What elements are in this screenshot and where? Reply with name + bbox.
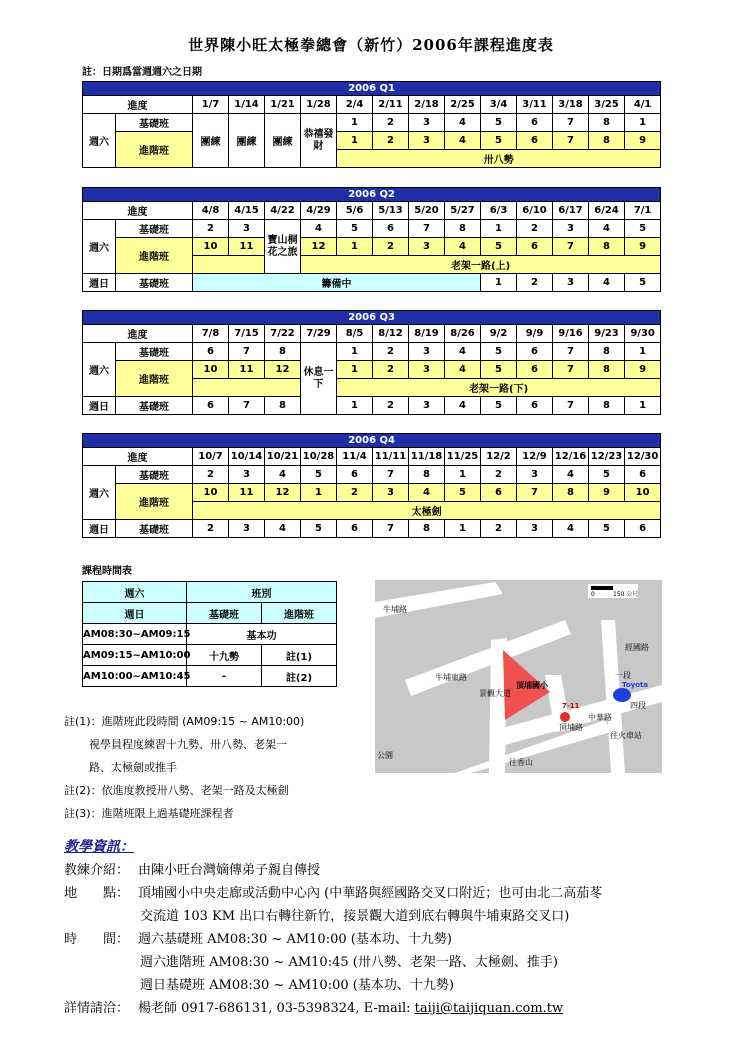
q2-adv-row (83, 238, 661, 256)
break-cell: 團練 (193, 114, 229, 168)
progress-cell: 7 (553, 238, 589, 256)
class-type-label: 班別 (187, 582, 337, 603)
progress-cell: 1 (625, 343, 661, 361)
progress-cell: 4 (445, 238, 481, 256)
progress-cell: 2 (193, 466, 229, 484)
q3-sun-row (83, 397, 661, 415)
note-1-text: 視學員程度練習十九勢、卅八勢、老架一 (89, 738, 287, 751)
adv-form-cell: 太極劍 (193, 502, 661, 520)
progress-cell: 3 (229, 220, 265, 238)
date-cell: 4/29 (301, 202, 337, 220)
progress-cell: 6 (193, 343, 229, 361)
progress-cell: 6 (517, 132, 553, 150)
place-text: 頂埔國小中央走廊或活動中心內 (中華路與經國路交叉口附近；也可由北二高茄苳 (138, 886, 603, 901)
date-cell: 1/28 (301, 96, 337, 114)
class-content-cell: 基本功 (187, 624, 337, 645)
date-cell: 6/10 (517, 202, 553, 220)
progress-cell: 4 (265, 466, 301, 484)
progress-cell: 7 (373, 520, 409, 538)
progress-cell: 9 (625, 361, 661, 379)
progress-cell: 5 (481, 132, 517, 150)
date-cell: 1/14 (229, 96, 265, 114)
adv-form-cell: 卅八勢 (337, 150, 661, 168)
progress-cell: 1 (337, 361, 373, 379)
progress-cell: 6 (193, 397, 229, 415)
progress-cell: 3 (229, 520, 265, 538)
progress-cell: 4 (589, 220, 625, 238)
saturday-label: 週六 (83, 582, 187, 603)
progress-cell: 5 (481, 361, 517, 379)
q2-date-row (83, 202, 661, 220)
class-content-cell: 十九勢 (187, 645, 262, 666)
note-1-label: 註(1)： (64, 715, 102, 728)
progress-cell: 6 (337, 466, 373, 484)
saturday-label: 週六 (83, 343, 116, 397)
progress-cell: 7 (553, 343, 589, 361)
progress-cell: 3 (229, 466, 265, 484)
q2-table (82, 187, 661, 292)
schedule-row (83, 624, 337, 645)
progress-cell: 1 (445, 520, 481, 538)
progress-cell: 12 (265, 484, 301, 502)
map-label: 150 公尺 (613, 591, 639, 598)
trip-cell: 寶山桐花之旅 (265, 220, 301, 274)
progress-cell: 7 (373, 466, 409, 484)
date-cell: 6/3 (481, 202, 517, 220)
date-cell: 1/21 (265, 96, 301, 114)
progress-label: 進度 (83, 202, 193, 220)
date-cell: 7/1 (625, 202, 661, 220)
progress-cell: 4 (445, 343, 481, 361)
date-cell: 9/16 (553, 325, 589, 343)
scale-bar (591, 586, 613, 590)
date-cell: 4/8 (193, 202, 229, 220)
date-cell: 2/25 (445, 96, 481, 114)
date-cell: 12/16 (553, 448, 589, 466)
progress-cell: 11 (229, 361, 265, 379)
date-cell: 7/29 (301, 325, 337, 343)
advanced-class-label: 進階班 (116, 484, 193, 520)
progress-cell: 1 (337, 343, 373, 361)
date-note: 註：日期爲當週週六之日期 (82, 67, 202, 78)
progress-cell: 1 (625, 114, 661, 132)
progress-cell: 2 (373, 114, 409, 132)
time-cell: AM10:00~AM10:45 (83, 666, 187, 687)
progress-cell: 2 (517, 274, 553, 292)
note-3: 註(3)：進階班限上過基礎班課程者 (64, 807, 234, 820)
date-cell: 2/11 (373, 96, 409, 114)
q2-basic-row (83, 220, 661, 238)
saturday-label: 週六 (83, 220, 116, 274)
date-cell: 10/21 (265, 448, 301, 466)
date-cell: 8/26 (445, 325, 481, 343)
date-cell: 5/13 (373, 202, 409, 220)
progress-cell: 4 (265, 520, 301, 538)
progress-cell: 1 (337, 238, 373, 256)
location-map (375, 580, 662, 773)
teaching-info (64, 836, 734, 1020)
map-label: 7-11 (562, 702, 580, 710)
progress-cell: 8 (409, 520, 445, 538)
progress-cell: 10 (193, 361, 229, 379)
advanced-class-label: 進階班 (262, 603, 337, 624)
progress-cell: 5 (625, 274, 661, 292)
schedule-row (83, 645, 337, 666)
time-cell: AM08:30~AM09:15 (83, 624, 187, 645)
empty-cell (193, 379, 301, 397)
progress-cell: 10 (193, 484, 229, 502)
note-2: 註(2)：依進度教授卅八勢、老架一路及太極劍 (64, 784, 289, 797)
map-label: 往火車站 (610, 731, 642, 740)
sunday-label: 週日 (83, 397, 116, 415)
progress-cell: 4 (301, 220, 337, 238)
progress-cell: 1 (445, 466, 481, 484)
date-cell: 12/23 (589, 448, 625, 466)
date-cell: 9/9 (517, 325, 553, 343)
q1-adv-row (83, 132, 661, 150)
q3-date-row (83, 325, 661, 343)
progress-cell: 4 (553, 466, 589, 484)
q3-basic-row (83, 343, 661, 361)
progress-cell: 3 (553, 274, 589, 292)
map-label: 牛埔路 (383, 605, 407, 614)
progress-cell: 2 (373, 238, 409, 256)
progress-cell: 2 (481, 520, 517, 538)
q4-basic-row (83, 466, 661, 484)
progress-cell: 1 (337, 114, 373, 132)
date-cell: 10/28 (301, 448, 337, 466)
date-cell: 12/9 (517, 448, 553, 466)
progress-cell: 3 (373, 484, 409, 502)
date-cell: 1/7 (193, 96, 229, 114)
date-cell: 3/18 (553, 96, 589, 114)
sunday-label: 週日 (83, 520, 116, 538)
progress-cell: 8 (589, 238, 625, 256)
place-text: 交流道 103 KM 出口右轉往新竹，接景觀大道到底右轉與牛埔東路交叉口) (140, 909, 570, 924)
progress-cell: 12 (265, 361, 301, 379)
progress-cell: 3 (409, 114, 445, 132)
progress-cell: 5 (337, 220, 373, 238)
map-label: Toyota (622, 681, 649, 689)
time-text: 週六基礎班 AM08:30 ~ AM10:00 (基本功、十九勢) (138, 932, 452, 947)
progress-cell: 1 (337, 397, 373, 415)
progress-cell: 7 (517, 484, 553, 502)
advanced-class-label: 進階班 (116, 238, 193, 274)
progress-cell: 2 (517, 220, 553, 238)
date-cell: 9/2 (481, 325, 517, 343)
progress-cell: 4 (445, 397, 481, 415)
break-cell: 團練 (229, 114, 265, 168)
basic-class-label: 基礎班 (116, 343, 193, 361)
page-title: 世界陳小旺太極拳總會（新竹）2006年課程進度表 (188, 36, 554, 54)
date-cell: 4/1 (625, 96, 661, 114)
date-cell: 11/11 (373, 448, 409, 466)
progress-cell: 3 (409, 132, 445, 150)
sunday-label: 週日 (83, 274, 116, 292)
basic-class-label: 基礎班 (116, 114, 193, 132)
date-cell: 12/30 (625, 448, 661, 466)
date-cell: 9/30 (625, 325, 661, 343)
progress-cell: 12 (301, 238, 337, 256)
progress-cell: 10 (193, 238, 229, 256)
date-cell: 11/25 (445, 448, 481, 466)
progress-cell: 8 (553, 484, 589, 502)
progress-cell: 1 (625, 397, 661, 415)
q1-date-row (83, 96, 661, 114)
progress-cell: 8 (589, 361, 625, 379)
progress-cell: 4 (553, 520, 589, 538)
map-label: 經國路 (625, 643, 649, 652)
progress-cell: 6 (517, 114, 553, 132)
progress-cell: 5 (301, 520, 337, 538)
progress-cell: 7 (553, 361, 589, 379)
adv-form-cell: 老架一路(上) (301, 256, 661, 274)
basic-class-label: 基礎班 (116, 520, 193, 538)
class-content-cell: 註(1) (262, 645, 337, 666)
progress-cell: 5 (589, 466, 625, 484)
progress-cell: 7 (409, 220, 445, 238)
progress-label: 進度 (83, 96, 193, 114)
advanced-class-label: 進階班 (116, 132, 193, 168)
progress-cell: 1 (481, 274, 517, 292)
class-content-cell: - (187, 666, 262, 687)
email-link[interactable]: taiji@taijiquan.com.tw (414, 1001, 564, 1016)
progress-cell: 8 (265, 343, 301, 361)
date-cell: 10/7 (193, 448, 229, 466)
cny-cell: 恭禧發財 (301, 114, 337, 168)
saturday-label: 週六 (83, 114, 116, 168)
progress-cell: 2 (373, 343, 409, 361)
time-text: 週六進階班 AM08:30 ~ AM10:45 (卅八勢、老架一路、太極劍、推手) (140, 955, 558, 970)
date-cell: 10/14 (229, 448, 265, 466)
progress-label: 進度 (83, 325, 193, 343)
q4-table (82, 433, 661, 538)
date-cell: 9/23 (589, 325, 625, 343)
adv-form-cell: 老架一路(下) (337, 379, 661, 397)
date-cell: 7/22 (265, 325, 301, 343)
q4-adv-row (83, 484, 661, 502)
progress-cell: 1 (337, 132, 373, 150)
date-cell: 8/19 (409, 325, 445, 343)
time-label: 時 間： (64, 932, 130, 947)
q3-adv-row (83, 361, 661, 379)
progress-cell: 3 (517, 466, 553, 484)
progress-cell: 8 (265, 397, 301, 415)
map-label: 中華路 (588, 713, 612, 722)
date-cell: 6/17 (553, 202, 589, 220)
progress-cell: 4 (445, 361, 481, 379)
progress-cell: 6 (517, 361, 553, 379)
progress-cell: 11 (229, 484, 265, 502)
progress-cell: 8 (409, 466, 445, 484)
store-marker (560, 712, 570, 722)
empty-cell (193, 256, 265, 274)
coach-label: 教練介紹： (64, 863, 130, 878)
progress-cell: 6 (337, 520, 373, 538)
place-label: 地 點： (64, 886, 130, 901)
basic-class-label: 基礎班 (116, 220, 193, 238)
progress-cell: 5 (625, 220, 661, 238)
contact-label: 詳情請洽： (64, 1001, 130, 1016)
progress-cell: 6 (625, 520, 661, 538)
date-cell: 7/15 (229, 325, 265, 343)
basic-class-label: 基礎班 (116, 274, 193, 292)
progress-cell: 3 (409, 343, 445, 361)
break-cell: 團練 (265, 114, 301, 168)
progress-cell: 2 (481, 466, 517, 484)
date-cell: 12/2 (481, 448, 517, 466)
progress-cell: 5 (481, 238, 517, 256)
progress-cell: 1 (481, 220, 517, 238)
progress-cell: 6 (373, 220, 409, 238)
date-cell: 4/15 (229, 202, 265, 220)
map-label: 牛埔東路 (435, 673, 467, 682)
map-label: 公園 (377, 751, 393, 760)
date-cell: 2/4 (337, 96, 373, 114)
progress-cell: 2 (337, 484, 373, 502)
progress-cell: 3 (409, 238, 445, 256)
date-cell: 5/6 (337, 202, 373, 220)
progress-cell: 5 (481, 397, 517, 415)
date-cell: 7/8 (193, 325, 229, 343)
map-label: 頂埔國小 (516, 681, 548, 690)
progress-cell: 7 (553, 114, 589, 132)
coach-text: 由陳小旺台灣嫡傳弟子親自傳授 (138, 863, 321, 878)
basic-class-label: 基礎班 (116, 466, 193, 484)
map-label: 頂埔路 (559, 723, 583, 732)
note-1-text: 路、太極劍或推手 (89, 761, 177, 774)
date-cell: 3/25 (589, 96, 625, 114)
progress-label: 進度 (83, 448, 193, 466)
time-cell: AM09:15~AM10:00 (83, 645, 187, 666)
q3-header: 2006 Q3 (83, 311, 661, 325)
progress-cell: 9 (589, 484, 625, 502)
progress-cell: 5 (481, 343, 517, 361)
schedule-table (82, 581, 337, 687)
q4-header: 2006 Q4 (83, 434, 661, 448)
date-cell: 8/5 (337, 325, 373, 343)
date-cell: 5/20 (409, 202, 445, 220)
progress-cell: 2 (373, 132, 409, 150)
q3-table (82, 310, 661, 415)
progress-cell: 6 (481, 484, 517, 502)
progress-cell: 4 (589, 274, 625, 292)
progress-cell: 3 (409, 361, 445, 379)
basic-class-label: 基礎班 (116, 397, 193, 415)
progress-cell: 3 (517, 520, 553, 538)
progress-cell: 5 (481, 114, 517, 132)
rest-cell: 休息一下 (301, 343, 337, 415)
date-cell: 8/12 (373, 325, 409, 343)
q2-sun-row (83, 274, 661, 292)
progress-cell: 2 (373, 397, 409, 415)
progress-cell: 8 (589, 114, 625, 132)
progress-cell: 10 (625, 484, 661, 502)
contact-text: 楊老師 0917-686131, 03-5398324, E-mail: (138, 1001, 415, 1016)
progress-cell: 4 (409, 484, 445, 502)
q4-date-row (83, 448, 661, 466)
map-label: 景觀大道 (479, 689, 511, 698)
date-cell: 11/18 (409, 448, 445, 466)
q2-header: 2006 Q2 (83, 188, 661, 202)
q1-table (82, 81, 661, 168)
progress-cell: 3 (553, 220, 589, 238)
note-1-text: 進階班此段時間 (AM09:15 ~ AM10:00) (101, 715, 305, 728)
date-cell: 3/4 (481, 96, 517, 114)
q1-basic-row (83, 114, 661, 132)
progress-cell: 2 (193, 220, 229, 238)
progress-cell: 6 (517, 397, 553, 415)
map-label: 0 (591, 591, 595, 598)
progress-cell: 11 (229, 238, 265, 256)
progress-cell: 9 (625, 132, 661, 150)
sunday-label: 週日 (83, 603, 187, 624)
progress-cell: 5 (589, 520, 625, 538)
date-cell: 2/18 (409, 96, 445, 114)
progress-cell: 2 (373, 361, 409, 379)
schedule-title: 課程時間表 (82, 566, 132, 577)
info-heading: 教學資訊： (64, 839, 134, 855)
progress-cell: 8 (445, 220, 481, 238)
date-cell: 5/27 (445, 202, 481, 220)
progress-cell: 1 (301, 484, 337, 502)
progress-cell: 8 (589, 343, 625, 361)
progress-cell: 7 (553, 397, 589, 415)
date-cell: 11/4 (337, 448, 373, 466)
progress-cell: 5 (301, 466, 337, 484)
q4-sun-row (83, 520, 661, 538)
sunday-prep-cell: 籌備中 (193, 274, 481, 292)
q1-header: 2006 Q1 (83, 82, 661, 96)
progress-cell: 7 (229, 343, 265, 361)
toyota-marker (613, 688, 631, 702)
map-label: 一段 (615, 671, 631, 680)
progress-cell: 3 (409, 397, 445, 415)
progress-cell: 8 (589, 397, 625, 415)
notes (64, 710, 364, 825)
saturday-label: 週六 (83, 466, 116, 520)
basic-class-label: 基礎班 (187, 603, 262, 624)
progress-cell: 5 (445, 484, 481, 502)
date-cell: 6/24 (589, 202, 625, 220)
progress-cell: 7 (553, 132, 589, 150)
schedule-row (83, 666, 337, 687)
progress-cell: 2 (193, 520, 229, 538)
progress-cell: 4 (445, 132, 481, 150)
progress-cell: 7 (229, 397, 265, 415)
progress-cell: 8 (589, 132, 625, 150)
map-label: 往香山 (509, 758, 533, 767)
progress-cell: 6 (625, 466, 661, 484)
progress-cell: 6 (517, 343, 553, 361)
date-cell: 3/11 (517, 96, 553, 114)
advanced-class-label: 進階班 (116, 361, 193, 397)
progress-cell: 6 (517, 238, 553, 256)
class-content-cell: 註(2) (262, 666, 337, 687)
date-cell: 4/22 (265, 202, 301, 220)
progress-cell: 4 (445, 114, 481, 132)
progress-cell: 9 (625, 238, 661, 256)
map-label: 四段 (630, 701, 646, 710)
time-text: 週日基礎班 AM08:30 ~ AM10:00 (基本功、十九勢) (140, 978, 454, 993)
